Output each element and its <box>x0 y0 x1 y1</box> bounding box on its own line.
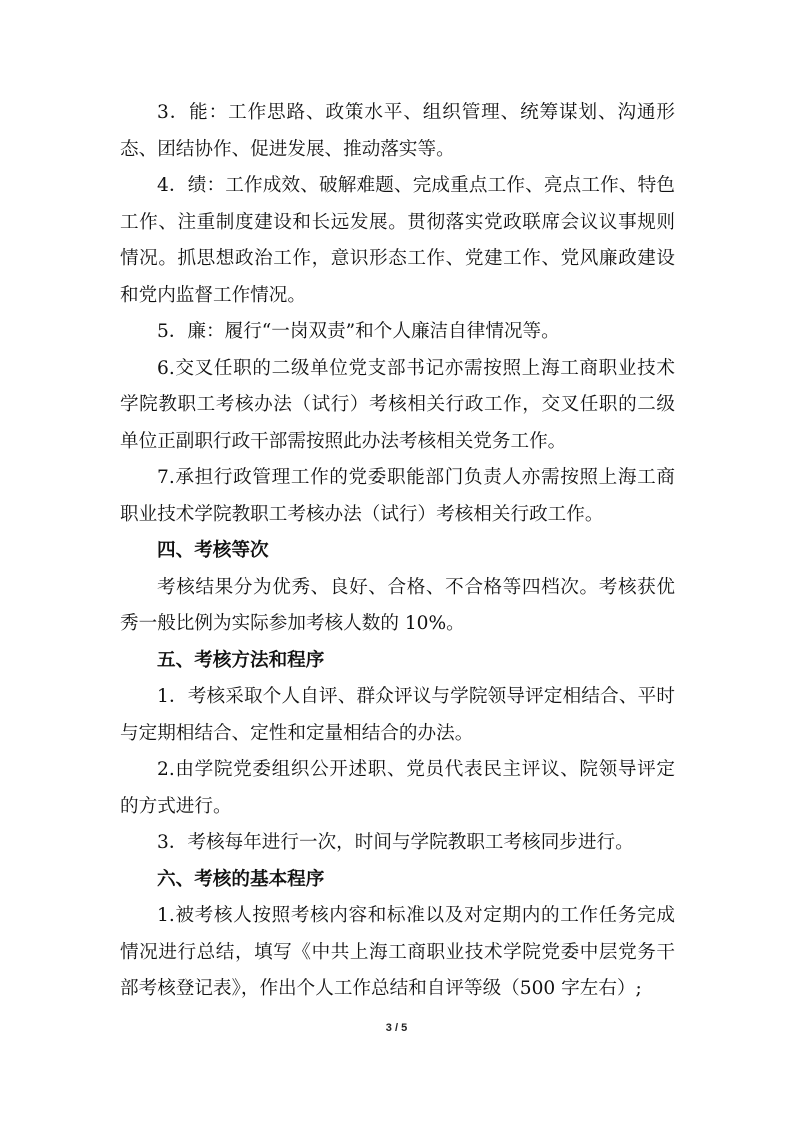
paragraph-admin-responsibility: 7.承担行政管理工作的党委职能部门负责人亦需按照上海工商职业技术学院教职工考核办法（试行）考核相关行政工作。 <box>120 467 675 525</box>
paragraph-method-1: 1．考核采取个人自评、群众评议与学院领导评定相结合、平时与定期相结合、定性和定量相结合的办法。 <box>120 686 675 744</box>
document-page <box>120 95 675 1008</box>
paragraph-procedure-1: 1.被考核人按照考核内容和标准以及对定期内的工作任务完成情况进行总结，填写《中共上海工商职业技术学院党委中层党务干部考核登记表》，作出个人工作总结和自评等级（500 字左右）; <box>120 905 675 999</box>
page-number: 3 / 5 <box>385 1022 408 1034</box>
paragraph-method-3: 3．考核每年进行一次，时间与学院教职工考核同步进行。 <box>157 832 634 853</box>
section-heading-methods: 五、考核方法和程序 <box>157 649 325 671</box>
paragraph-grades: 考核结果分为优秀、良好、合格、不合格等四档次。考核获优秀一般比例为实际参加考核人数的 10%。 <box>120 576 675 634</box>
paragraph-integrity: 5．廉：履行“一岗双责”和个人廉洁自律情况等。 <box>157 321 560 342</box>
section-heading-procedure: 六、考核的基本程序 <box>157 868 325 890</box>
paragraph-method-2: 2.由学院党委组织公开述职、党员代表民主评议、院领导评定的方式进行。 <box>120 759 675 817</box>
section-heading-grades: 四、考核等次 <box>157 540 269 561</box>
paragraph-performance: 4．绩：工作成效、破解难题、完成重点工作、亮点工作、特色工作、注重制度建设和长远发展。贯彻落实党政联席会议议事规则情况。抓思想政治工作，意识形态工作、党建工作、党风廉政建设和党内监督工作情况。 <box>120 175 675 306</box>
paragraph-cross-appointment: 6.交叉任职的二级单位党支部书记亦需按照上海工商职业技术学院教职工考核办法（试行）考核相关行政工作，交叉任职的二级单位正副职行政干部需按照此办法考核相关党务工作。 <box>120 357 675 452</box>
paragraph-ability: 3．能：工作思路、政策水平、组织管理、统筹谋划、沟通形态、团结协作、促进发展、推动落实等。 <box>120 102 675 160</box>
